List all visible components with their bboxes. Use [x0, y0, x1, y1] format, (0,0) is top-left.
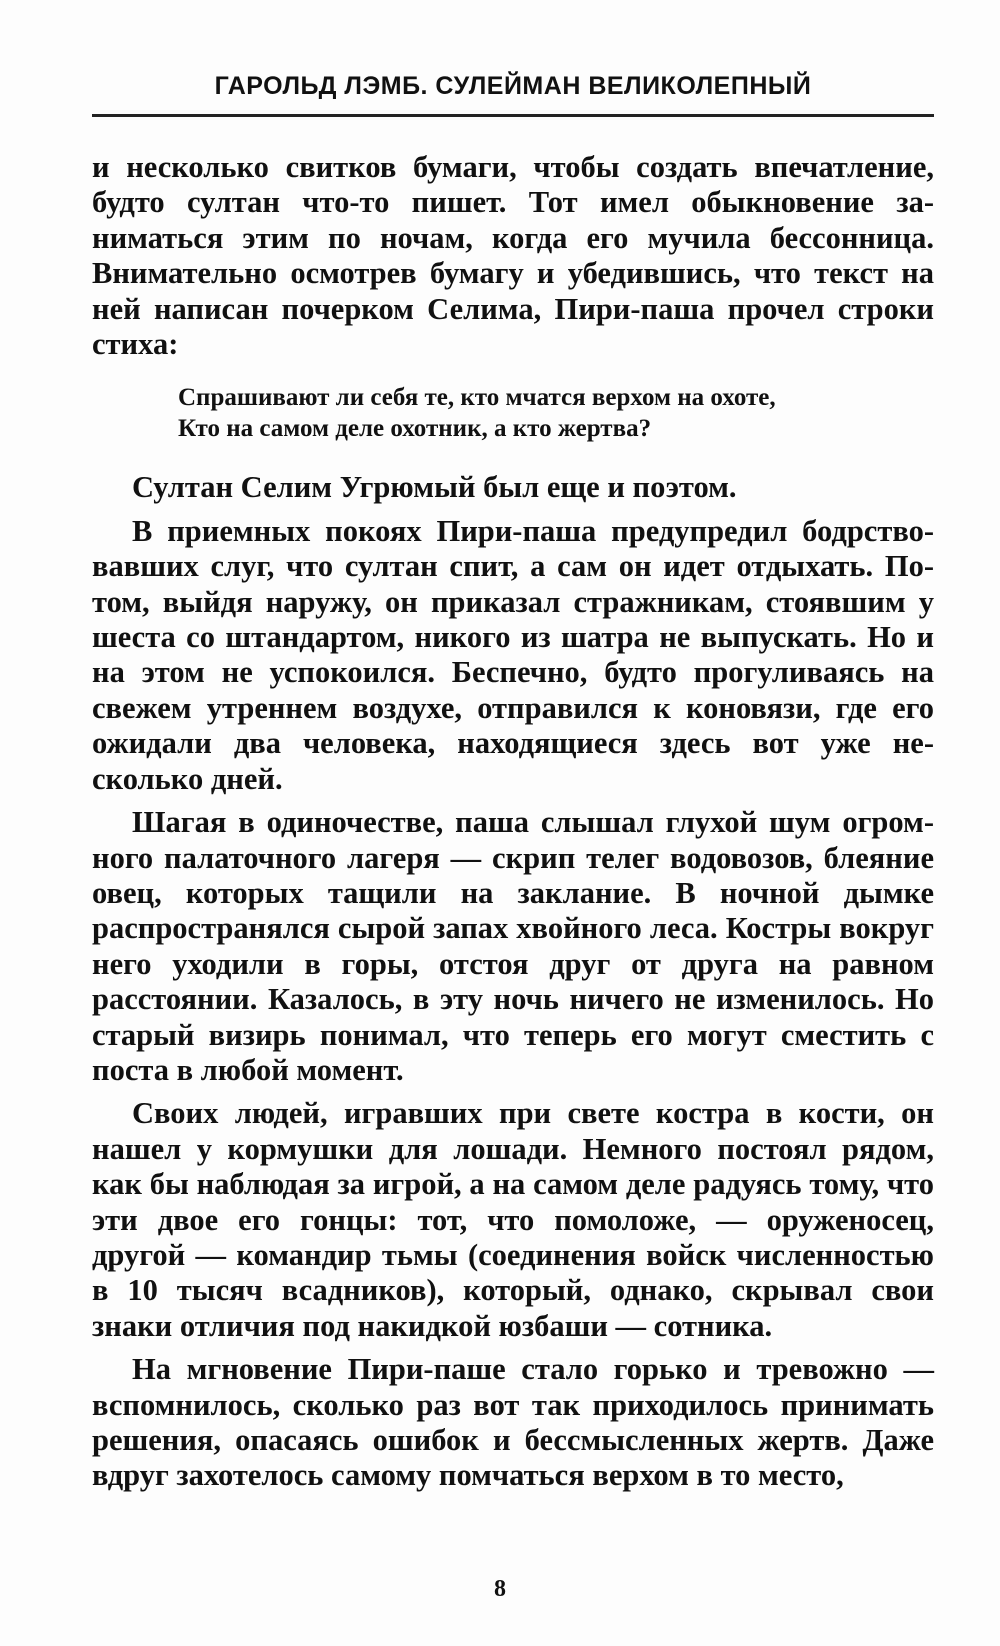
body-text	[92, 150, 934, 1494]
page-number: 8	[494, 1576, 506, 1602]
header-rule	[92, 114, 934, 117]
verse-quote	[178, 382, 934, 444]
running-head: ГАРОЛЬД ЛЭМБ. СУЛЕЙМАН ВЕЛИКОЛЕПНЫЙ	[214, 72, 812, 100]
paragraph-1: и несколько свитков бумаги, чтобы создать впечатление, будто султан что-то пишет. Тот имел обыкновение заниматься этим по ночам, когда его мучила бессонница. Внимательно осмотрев бумагу и убедившись, что текст на ней написан почерком Селима, Пири-паша прочел строки стиха:	[92, 150, 934, 362]
verse-line-2: Кто на самом деле охотник, а кто жертва?	[178, 415, 652, 443]
paragraph-5: Своих людей, игравших при свете костра в кости, он нашел у кормушки для лошади. Немного постоял рядом, как бы наблюдая за игрой, а на самом деле радуясь тому, что эти двое его гонцы: тот, что помоложе, — оруженосец, другой — командир тьмы (соединения войск численностью в 10 тысяч всадников), который, однако, скрывал свои знаки отличия под накидкой юзбаши — сотника.	[92, 1096, 934, 1343]
paragraph-3: В приемных покоях Пири-паша предупредил бодрствовавших слуг, что султан спит, а сам он идет отдыхать. Потом, выйдя наружу, он приказал стражникам, стоявшим у шеста со штандартом, никого из шатра не выпускать. Но и на этом не успокоился. Беспечно, будто прогуливаясь на свежем утреннем воздухе, отправился к коновязи, где его ожидали два человека, находящиеся здесь вот уже несколько дней.	[92, 513, 934, 796]
paragraph-2: Султан Селим Угрюмый был еще и поэтом.	[132, 470, 737, 505]
paragraph-4: Шагая в одиночестве, паша слышал глухой шум огромного палаточного лагеря — скрип телег водовозов, блеяние овец, которых тащили на заклание. В ночной дымке распространялся сырой запах хвойного леса. Костры вокруг него уходили в горы, отстоя друг от друга на равном расстоянии. Казалось, в эту ночь ничего не изменилось. Но старый визирь понимал, что теперь его могут сместить с поста в любой момент.	[92, 805, 934, 1087]
verse-line-1: Спрашивают ли себя те, кто мчатся верхом на охоте,	[178, 384, 776, 412]
paragraph-6: На мгновение Пири-паше стало горько и тревожно — вспомнилось, сколько раз вот так приходилось принимать решения, опасаясь ошибок и бессмысленных жертв. Даже вдруг захотелось самому помчаться верхом в то место,	[92, 1352, 934, 1493]
